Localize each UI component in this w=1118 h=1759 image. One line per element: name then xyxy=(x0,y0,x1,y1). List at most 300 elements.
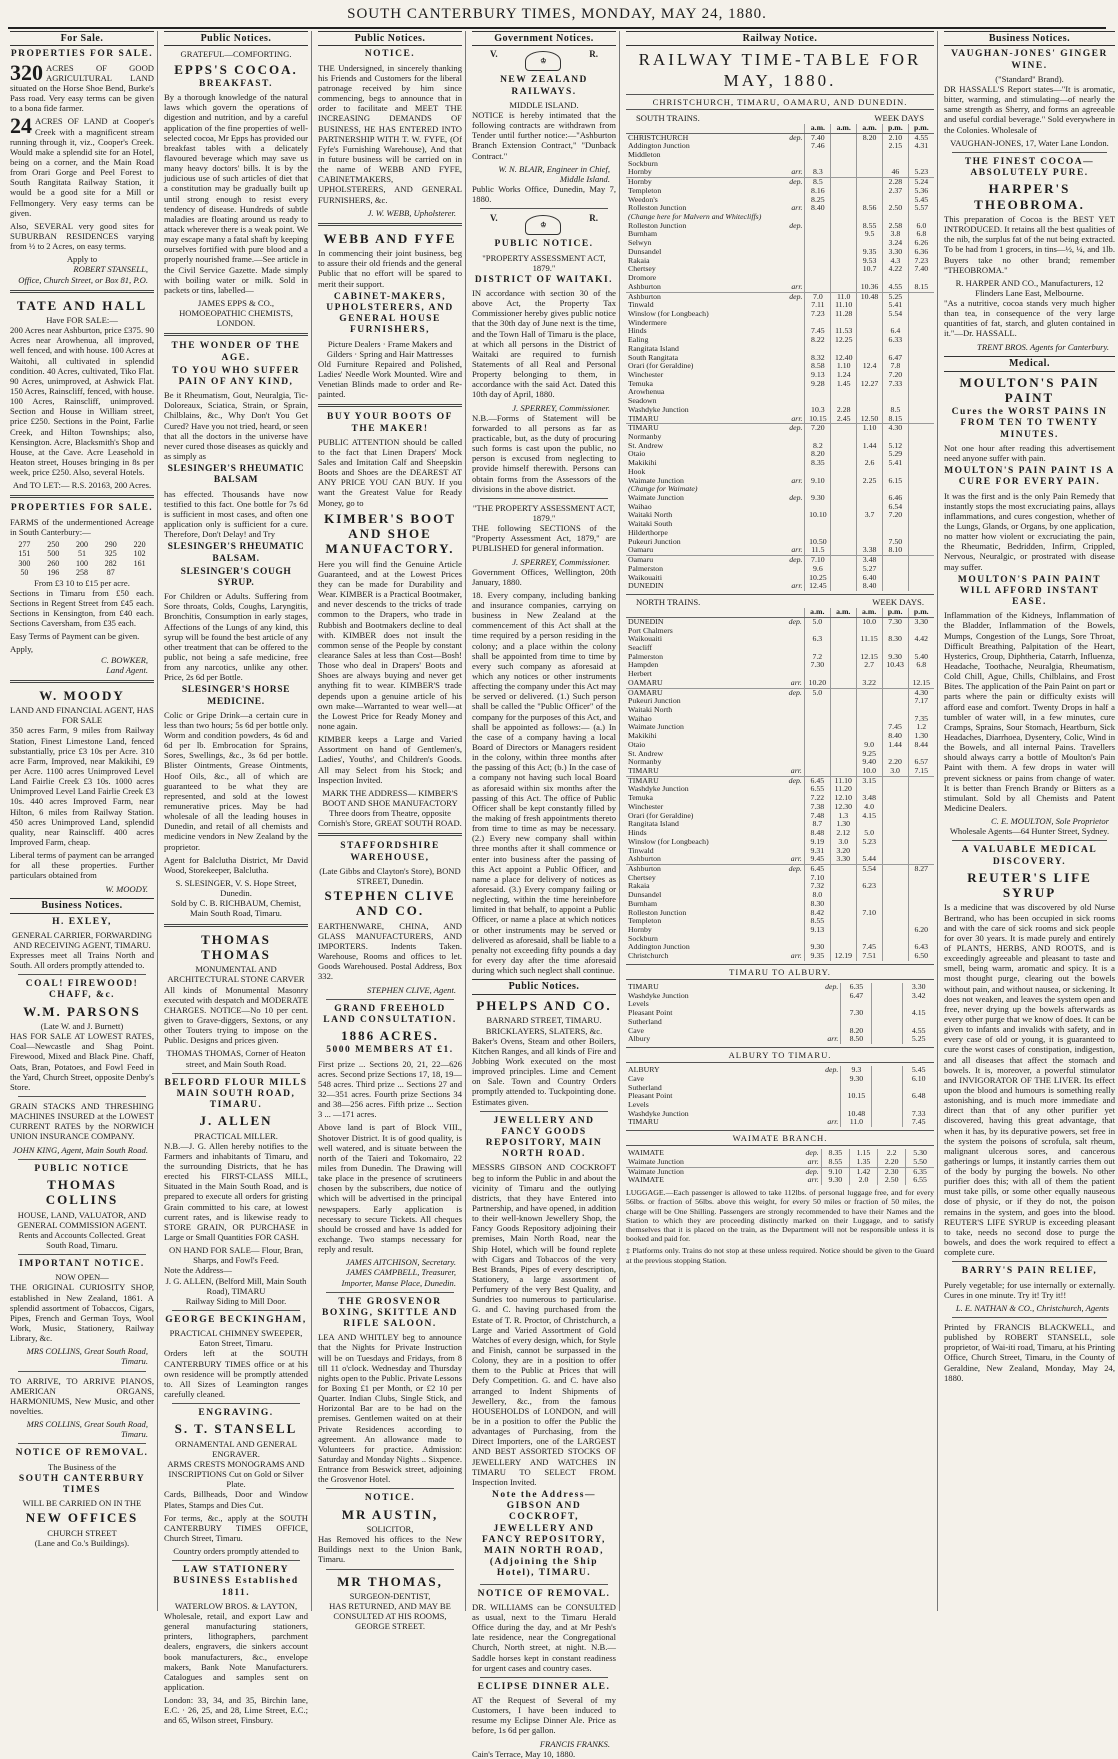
departure-time: 6.43 xyxy=(908,943,934,952)
departure-time xyxy=(908,812,934,821)
arr-dep-label xyxy=(775,442,804,451)
departure-time xyxy=(831,450,857,459)
ad-title: W. MOODY xyxy=(39,687,125,703)
departure-time xyxy=(831,459,857,468)
departure-time xyxy=(830,723,856,732)
acreage-row xyxy=(10,549,154,558)
station-name: St. Andrew xyxy=(628,440,664,450)
station-name: Tinwald xyxy=(628,300,654,310)
departure-time: 2.25 xyxy=(857,477,883,486)
ad-text: MARK THE ADDRESS— KIMBER'S BOOT AND SHOE MANUFACTORY Three doors from Theatre, opposite Cornish's Store, GREAT SOUTH ROAD. xyxy=(318,787,462,829)
departure-time xyxy=(908,511,934,520)
departure-time: 7.30 xyxy=(804,661,830,670)
departure-time: 8.7 xyxy=(804,820,830,829)
ad-title: VAUGHAN-JONES' GINGER WINE. xyxy=(951,49,1108,71)
arr-dep-label: dep. xyxy=(825,981,839,991)
departure-time xyxy=(908,900,934,909)
departure-time xyxy=(831,160,857,169)
station-name: OAMARU xyxy=(628,677,663,687)
section-label: SOUTH TRAINS. xyxy=(636,112,700,123)
timetable-header-cell: a.m. xyxy=(830,608,856,617)
departure-time xyxy=(856,926,882,935)
departure-time xyxy=(831,494,857,503)
station-name: Christchurch xyxy=(628,951,669,961)
departure-time: 8.20 xyxy=(857,133,883,142)
ad-title: NOTICE. xyxy=(364,1493,416,1504)
ad-subtitle: MOULTON'S PAIN PAINT IS A CURE FOR EVERY PAIN. xyxy=(944,466,1115,488)
cypher-r: R. xyxy=(589,213,598,224)
departure-time: 1.35 xyxy=(849,1158,877,1167)
departure-time xyxy=(882,900,908,909)
arr-dep-label xyxy=(775,230,804,239)
departure-time: 3.0 xyxy=(882,767,908,776)
ad-signature: ROBERT STANSELL, xyxy=(73,264,148,275)
departure-time xyxy=(831,442,857,451)
timetable-subtitle: CHRISTCHURCH, TIMARU, OAMARU, AND DUNEDIN. xyxy=(626,94,934,110)
departure-time xyxy=(805,257,831,266)
arr-dep-label xyxy=(775,151,804,160)
departure-time: 2.37 xyxy=(882,187,908,196)
departure-time: 2.6 xyxy=(857,459,883,468)
station-name: Winchester xyxy=(628,801,664,811)
departure-time: 1.30 xyxy=(908,732,934,741)
arr-dep-label xyxy=(775,803,805,812)
station-name: Templeton xyxy=(628,916,662,926)
departure-time xyxy=(882,670,908,679)
station-name: TIMARU xyxy=(626,776,775,785)
arr-dep-label xyxy=(775,371,804,380)
timetable-row xyxy=(626,520,934,529)
station-name: Levels xyxy=(628,999,649,1009)
departure-time: 5.0 xyxy=(804,688,830,697)
departure-time: 3.48 xyxy=(857,556,883,565)
departure-time xyxy=(872,1118,903,1127)
ad-title: THE WONDER OF THE AGE. xyxy=(171,341,301,363)
departure-time xyxy=(882,574,908,583)
departure-time: 8.5 xyxy=(805,178,831,187)
departure-time: 4.3 xyxy=(882,257,908,266)
timetable-row xyxy=(626,891,934,900)
departure-time: 2.45 xyxy=(831,415,857,424)
ad-paragraph: Above land is part of Block VIII., Shotover District. It is of good quality, is well watered, and is situate between the north of the Taieri and Tokomairo, 22 miles from Dunedin. The Drawing will take place in the presence of scrutineers chosen by the subscribers, due notice of which will be advertised in the principal newspapers. Early application is necessary to secure Tickets. All cheques should be crossed and have 1s added for exchange. Two stamps necessary for reply and result. xyxy=(318,1122,462,1255)
arr-dep-label xyxy=(805,1009,841,1018)
arr-dep-label xyxy=(775,750,805,759)
departure-time xyxy=(830,926,856,935)
departure-time xyxy=(908,319,934,328)
divider xyxy=(18,974,146,975)
acreage-cell: 282 xyxy=(104,558,117,568)
arr-dep-label xyxy=(775,511,804,520)
departure-time xyxy=(908,345,934,354)
departure-time xyxy=(831,222,857,231)
departure-time xyxy=(908,433,934,442)
arr-dep-label: arr. xyxy=(791,545,803,555)
arr-dep-label xyxy=(775,874,805,883)
departure-time xyxy=(805,239,831,248)
departure-time: 5.50 xyxy=(906,1158,934,1167)
acreage-table xyxy=(10,540,154,578)
section-heading: Public Notices. xyxy=(472,979,616,995)
ad-title: NOTICE OF REMOVAL. xyxy=(477,1588,611,1599)
station-name: Otaio xyxy=(628,739,646,749)
station-name: TIMARU xyxy=(628,413,659,423)
ad-paragraph: Easy Terms of Payment can be given. xyxy=(10,631,140,642)
departure-time: 7.38 xyxy=(804,803,830,812)
ad-paragraph: KIMBER keeps a Large and Varied Assortment on hand of Gentlemen's, Ladies', Youths', and Children's Goods. All may Select from his Stock; and Inspection Invited. xyxy=(318,734,462,785)
section-heading: Medical. xyxy=(944,356,1115,372)
departure-time: 1.3 xyxy=(830,812,856,821)
departure-time: 5.41 xyxy=(882,459,908,468)
departure-time: 12.40 xyxy=(831,354,857,363)
departure-time xyxy=(830,635,856,644)
departure-time: 9.31 xyxy=(804,847,830,856)
station-name: Seacliff xyxy=(628,642,653,652)
ad-signature: L. E. NATHAN & CO., Christchurch, Agents xyxy=(955,1302,1109,1313)
ad-title: THOMAS THOMAS xyxy=(201,931,271,962)
departure-time xyxy=(831,239,857,248)
arr-dep-label xyxy=(775,503,804,512)
departure-time: 2.28 xyxy=(882,178,908,187)
departure-time xyxy=(908,380,934,389)
ad-paragraph: Be it Rheumatism, Gout, Neuralgia, Tic-Doloreaux, Sciatica, Strain, or Sprain, Chilblains, &c., Why Don't You Get Cured? Have you not tried, heard, or seen that all the doctors in the universe have never cured those diseases as quickly and as simply as xyxy=(164,390,308,462)
ad-subtitle: LAND AND FINANCIAL AGENT, HAS FOR SALE xyxy=(10,705,154,726)
ad-paragraph: It was the first and is the only Pain Remedy that instantly stops the most excruciating pains, allays inflammations, and cures congestion, whether of the Lungs, Glands, or Organs, by one application, no matter how violent or excruciating the pain, the Rheumatic, Bedridden, Infirm, Crippled, Nervous, Neuralgic, or prostrated with disease may suffer. xyxy=(944,490,1115,572)
ad-subtitle: NOW OPEN— xyxy=(55,1272,109,1283)
ad-text: GRATEFUL—COMFORTING. xyxy=(180,49,292,60)
acreage-cell: 258 xyxy=(75,568,88,578)
divider xyxy=(10,680,154,683)
timetable-row xyxy=(626,838,934,847)
station-name: ALBURY xyxy=(628,1065,660,1075)
ad-text: HAS RETURNED, AND MAY BE CONSULTED AT HIS ROOMS, GEORGE STREET. xyxy=(329,1601,451,1632)
departure-time xyxy=(908,794,934,803)
station-name: Makikihi xyxy=(628,731,657,741)
departure-time xyxy=(830,644,856,653)
ad-title: NOTICE. xyxy=(364,49,416,60)
ad-paragraph: DR. WILLIAMS can be CONSULTED as usual, next to the Timaru Herald Office during the day, and at Mr Pesh's late residence, near the Congregational Church, North street, at night. N.B.—Saddle horses kept in constant readiness for urgent cases and country cases. xyxy=(472,1601,616,1673)
departure-time: 8.27 xyxy=(908,864,934,873)
acreage-cell: 151 xyxy=(18,549,31,559)
departure-time: 7.40 xyxy=(908,265,934,274)
ad-paragraph: NOTICE is hereby intimated that the following contracts are withdrawn from Tender until further notice:—"Ashburton Branch Extension Contract," "Dunback Contract." xyxy=(472,110,616,161)
departure-time xyxy=(882,679,908,688)
departure-time: 6.45 xyxy=(804,776,830,785)
divider xyxy=(480,208,608,209)
divider xyxy=(952,1317,1107,1318)
arr-dep-label xyxy=(775,653,805,662)
station-name: Chertsey xyxy=(628,264,656,274)
departure-time: 6.35 xyxy=(841,983,872,992)
station-name: Windermere xyxy=(628,317,667,327)
ad-subtitle: WATERLOW BROS. & LAYTON, xyxy=(174,1600,298,1611)
departure-time: 5.44 xyxy=(856,855,882,864)
departure-time xyxy=(882,829,908,838)
station-name: Cave xyxy=(628,1025,645,1035)
departure-time xyxy=(831,388,857,397)
departure-time xyxy=(882,864,908,873)
ad-paragraph: 18. Every company, including banking and insurance companies, carrying on business in New Zealand at the commencement of this Act shall at the time required by a person residing in the colony; and a place within the colony shall be appointed from time to time by every such company as aforesaid at which any notices or other instruments affecting the company under this Act may be served or delivered. (1.) Such person shall be called the "Public Officer" of the company for the purposes of this Act, and shall be appointed as follows:— (a.) In the case of a company having a local Board of Directors or Managers resident in the colony, within three months after the passing of this Act; (b.) In the case of a company not having such local Board as aforesaid within six months after the passing of this Act. The office of Public Officer shall be kept constantly filled by the making of fresh appointments thereto from time to time as may be necessary. (2.) Every new company shall within three months after it shall commence or enter into business after the passing of this Act appoint a Public Officer, and name a place for delivery of notices as aforesaid. (3.) Every company failing or neglecting, within the time hereinbefore limited in that behalf, to appoint a Public Officer, or name a place at which notices or other instruments may be served or delivered as aforesaid, shall be liable to a penalty not exceeding fifty pounds a day for every day after the time aforesaid during which such neglect shall continue. xyxy=(472,589,616,976)
departure-time: 3.22 xyxy=(856,679,882,688)
departure-time: 4.55 xyxy=(908,133,934,142)
ad-title: PROPERTIES FOR SALE. xyxy=(10,49,154,60)
arr-dep-label xyxy=(775,520,804,529)
station-name: South Rangitata xyxy=(628,352,679,362)
departure-time: 11.0 xyxy=(841,1118,872,1127)
imprint: Printed by FRANCIS BLACKWELL, and published by ROBERT STANSELL, sole proprietor, of Wai-iti road, Timaru, at his Printing Office, Church Street, Timaru, in the County of Geraldine, New Zealand, Monday, May 24, 1880. xyxy=(944,1321,1115,1383)
station-name: Makikihi xyxy=(628,458,657,468)
departure-time: 4.15 xyxy=(903,1009,934,1018)
station-name: Waikouaiti xyxy=(628,572,663,582)
departure-time xyxy=(805,213,831,222)
departure-time: 5.0 xyxy=(856,829,882,838)
ad-paragraph: For Children or Adults. Suffering from Sore throats, Colds, Coughs, Laryngitis, Bronchitis, Consumption in early stages, Affections of the Lungs of any kind, this syrup will be found the best article of any other treatment that can be offered to the public, not being a safe medicine, free from any narcotics, unlike any other. Price, 2s 6d per Bottle. xyxy=(164,591,308,683)
arr-dep-label xyxy=(775,935,805,944)
arr-dep-label xyxy=(775,829,805,838)
arr-dep-label: arr. xyxy=(790,854,802,864)
ad-signature: Office, Church Street, or Box 81, P.O. xyxy=(18,274,148,285)
timetable-row xyxy=(626,635,934,644)
ad-title: SLESINGER'S RHEUMATIC BALSAM xyxy=(167,464,305,486)
divider xyxy=(10,290,154,293)
departure-time: 8.50 xyxy=(841,1035,872,1044)
departure-time: 6.55 xyxy=(906,1176,934,1185)
departure-time xyxy=(831,511,857,520)
departure-time xyxy=(830,864,856,873)
timetable-row xyxy=(626,283,934,292)
departure-time: 8.2 xyxy=(805,442,831,451)
departure-time: 7.20 xyxy=(882,371,908,380)
departure-time: 10.43 xyxy=(882,661,908,670)
ad-subtitle: (Late W. and J. Burnett) xyxy=(40,1021,124,1032)
ad-paragraph: Inflammation of the Kidneys, Inflammation of the Bladder, Inflammation of the Bowels, Mumps, Congestion of the Lungs, Sore Throat, Difficult Breathing, Palpitation of the Heart, Hysterics, Croup, Diphtheria, Catarrh, Influenza, Headache, Toothache, Neuralgia, Rheumatism, Cold Chill, Ague, Chills, Chilblains, and Frost Bites. The application of the Pain Paint on part or parts where the pain or difficulty exists will afford ease and comfort. Twenty Drops in half a tumbler of water will, in a few minutes, cure Cramps, Sprains, Sour Stomach, Heartburn, Sick Headaches, Diarrhoea, Dysentery, Colic, Wind in the Bowels, and all internal Pains. Travellers should always carry a bottle of Moulton's Pain Paint with them. A few drops in water will prevent sickness or pains from change of water. It is better than French Brandy or Bitters as a stimulant. Sold by all Chemists and Patent Medicine Dealers. xyxy=(944,610,1115,813)
ad-paragraph: In commencing their joint business, beg to assure their old friends and the general Public that no effort will be spared to merit their support. xyxy=(318,248,462,289)
arr-dep-label xyxy=(805,1101,841,1110)
departure-time xyxy=(908,556,934,565)
ad-subtitle: TO YOU WHO SUFFER PAIN OF ANY KIND, xyxy=(172,365,300,387)
departure-time: 10.15 xyxy=(841,1092,872,1101)
departure-time: 4.55 xyxy=(903,1027,934,1036)
departure-time xyxy=(804,723,830,732)
departure-time: 3.30 xyxy=(882,248,908,257)
ad-text: Note the Address— xyxy=(164,1265,232,1276)
departure-time xyxy=(830,900,856,909)
departure-time: 9.25 xyxy=(856,750,882,759)
ad-paragraph: 200 Acres near Ashburton, price £375. 90 Acres near Arowhenua, all improved, well fenced, and with house. 100 Acres at Waitohi, all cultivated in splendid condition. 40 Acres, cultivated, Tiko Flat. 90 Acres, unimproved, at Ashwick Flat. 150 Acres, Rainscliff, fenced, with house. 100 Acres, Rainscliff, unimproved. Section and House in William street, price £250. Sections in the Point, Farlie Creek, and Hilton Townships; also, Kensington. Acre, Blacksmith's Shop and House, at the Cave. Acre Leasehold in Heaton street, Houses bringing in 8s per week, price £250. Also, several Hotels. xyxy=(10,325,154,478)
ad-signature: FRANCIS FRANKS. xyxy=(539,1738,610,1749)
departure-time: 2.20 xyxy=(882,758,908,767)
departure-time xyxy=(831,142,857,151)
station-name: St. Andrew xyxy=(628,748,664,758)
arr-dep-label xyxy=(775,388,804,397)
timetable-row xyxy=(626,257,934,266)
arr-dep-label xyxy=(775,732,805,741)
departure-time: 8.22 xyxy=(805,336,831,345)
ad-signature: W. MOODY. xyxy=(105,883,148,894)
south-trains-table xyxy=(626,124,934,591)
arr-dep-label xyxy=(775,565,804,574)
timetable-row xyxy=(626,1009,934,1018)
ad-title: BUY YOUR BOOTS OF THE MAKER! xyxy=(327,412,453,434)
timetable-row xyxy=(626,1110,934,1119)
departure-time xyxy=(908,776,934,785)
timetable-row xyxy=(626,292,934,301)
departure-time xyxy=(804,750,830,759)
arr-dep-label xyxy=(805,1018,841,1027)
departure-time xyxy=(831,178,857,187)
acreage-cell: 161 xyxy=(133,558,146,568)
ad-paragraph: London: 33, 34, and 35, Birchin lane, E.C. · 26, 25, and 28, Lime Street, E.C.; and 65, Wilson street, Finsbury. xyxy=(164,1695,308,1726)
ad-title: HARPER'S THEOBROMA. xyxy=(974,181,1085,212)
departure-time xyxy=(831,204,857,213)
departure-time: 5.30 xyxy=(906,1149,934,1158)
departure-time: 8.42 xyxy=(804,909,830,918)
departure-time xyxy=(804,697,830,706)
ad-title: PHELPS AND CO. xyxy=(476,998,612,1014)
departure-time xyxy=(805,222,831,231)
divider xyxy=(326,999,454,1000)
ad-signature: STEPHEN CLIVE, Agent. xyxy=(366,984,456,995)
timetable-row xyxy=(626,1066,934,1075)
timetable-row xyxy=(626,882,934,891)
arr-dep-label xyxy=(775,433,804,442)
station-name: Levels xyxy=(628,1100,649,1110)
ad-title: JEWELLERY AND FANCY GOODS REPOSITORY, MAIN NORTH ROAD. xyxy=(485,1115,603,1160)
departure-time xyxy=(908,362,934,371)
departure-time xyxy=(882,847,908,856)
ad-title: SOUTH CANTERBURY TIMES xyxy=(18,1473,146,1495)
departure-time xyxy=(908,301,934,310)
departure-time xyxy=(805,230,831,239)
divider xyxy=(480,498,608,499)
departure-time xyxy=(908,494,934,503)
ad-title: MR AUSTIN, xyxy=(341,1506,439,1522)
departure-time xyxy=(857,187,883,196)
arr-dep-label: arr. xyxy=(791,475,803,485)
station-name: Hilderthorpe xyxy=(628,527,668,537)
departure-time: 10.36 xyxy=(857,283,883,292)
timetable-title: RAILWAY TIME-TABLE FOR MAY, 1880. xyxy=(638,50,922,90)
timetable-header-cell: a.m. xyxy=(804,608,830,617)
station-name: Hornby xyxy=(626,178,775,187)
station-name: Rakaia xyxy=(628,255,650,265)
station-name: Rolleston Junction xyxy=(628,203,687,213)
timetable-subtitle: ALBURY TO TIMARU. xyxy=(626,1047,934,1063)
departure-time xyxy=(857,336,883,345)
station-name: CHRISTCHURCH xyxy=(628,132,689,142)
departure-time: 7.23 xyxy=(805,310,831,319)
timetable-row xyxy=(626,239,934,248)
departure-time xyxy=(830,891,856,900)
timetable-header-cell xyxy=(626,608,775,617)
departure-time xyxy=(831,433,857,442)
divider xyxy=(480,1584,608,1585)
arr-dep-label xyxy=(775,301,804,310)
ad-title: 5000 MEMBERS AT £1. xyxy=(326,1045,454,1056)
station-name: Ashburton xyxy=(626,864,775,873)
departure-time xyxy=(908,882,934,891)
ad-text: CHURCH STREET xyxy=(47,1527,117,1538)
departure-time: 7.45 xyxy=(882,723,908,732)
departure-time xyxy=(856,891,882,900)
departure-time: 12.19 xyxy=(830,952,856,961)
departure-time: 6.23 xyxy=(856,882,882,891)
departure-time xyxy=(857,397,883,406)
station-name: Palmerston xyxy=(628,563,664,573)
ad-paragraph: Here you will find the Genuine Article Guaranteed, and at the Lowest Prices they can be made for Durability and Wear. KIMBER is a Practical Bootmaker, and never descends to the tricks of trade common to the Drapers, who trade in Rubbish and Bootmakers decline to deal with. KIMBER does not insult the common sense of the People by constant clearance Sales at less than Cost—Bosh! Those who deal in Drapers' Boots and Shoes are always buying and never get anything fit to wear. KIMBER'S trade depends upon a genuine article of his own make—Warranted to wear well—at the Lowest Price for Ready Money and none again. xyxy=(318,558,462,731)
departure-time: 4.31 xyxy=(908,142,934,151)
timetable-row xyxy=(626,706,934,715)
departure-time xyxy=(831,468,857,477)
station-name: Washdyke Junction xyxy=(628,990,689,1000)
departure-time xyxy=(882,565,908,574)
departure-time: 12.4 xyxy=(857,362,883,371)
ad-subtitle: Cures the WORST PAINS IN FROM TEN TO TWENTY MINUTES. xyxy=(951,407,1108,440)
ad-title: PUBLIC NOTICE. xyxy=(494,239,594,250)
divider xyxy=(952,152,1107,153)
cypher-v: V. xyxy=(490,213,498,224)
ad-text: Railway Siding to Mill Door. xyxy=(185,1295,287,1306)
timetable-row xyxy=(626,926,934,935)
departure-time xyxy=(805,283,831,292)
departure-time xyxy=(908,838,934,847)
station-name: Pukeuri Junction xyxy=(628,536,681,546)
departure-time xyxy=(908,485,934,494)
departure-time xyxy=(908,424,934,433)
departure-time: 7.20 xyxy=(882,511,908,520)
timetable-row xyxy=(626,847,934,856)
departure-time xyxy=(882,697,908,706)
departure-time xyxy=(908,406,934,415)
departure-time xyxy=(830,935,856,944)
departure-time: 9.10 xyxy=(821,1167,849,1176)
departure-time: 2.28 xyxy=(831,406,857,415)
departure-time: 9.35 xyxy=(804,952,830,961)
station-name: Rangitata Island xyxy=(628,819,679,829)
divider xyxy=(952,1261,1107,1262)
station-name: Rakaia xyxy=(628,881,650,891)
acreage-cell: 290 xyxy=(104,539,117,549)
departure-time xyxy=(857,345,883,354)
station-name: Ashburton xyxy=(626,292,775,301)
divider xyxy=(18,1254,146,1255)
ad-title: EPPS'S COCOA. xyxy=(174,61,298,77)
departure-time: 3.48 xyxy=(856,794,882,803)
timetable-row xyxy=(626,1035,934,1044)
arr-dep-label: arr. xyxy=(791,581,803,591)
ad-text: And TO LET:— R.S. 20163, 200 Acres. xyxy=(12,480,152,491)
timetable-row xyxy=(626,187,934,196)
column-public-notices-2 xyxy=(316,31,466,1632)
departure-time: 9.30 xyxy=(804,943,830,952)
acreage-cell: 220 xyxy=(133,539,146,549)
departure-time xyxy=(882,909,908,918)
timetable-row xyxy=(626,546,934,555)
departure-time xyxy=(857,168,883,177)
station-name: Dromore xyxy=(628,273,657,283)
ad-signature: MRS COLLINS, Great South Road, Timaru. xyxy=(26,1419,148,1440)
departure-time: 2.15 xyxy=(882,142,908,151)
ad-subtitle: SOLICITOR, xyxy=(366,1523,414,1534)
departure-time xyxy=(882,706,908,715)
departure-time: 3.42 xyxy=(903,992,934,1001)
arr-dep-label xyxy=(775,327,804,336)
station-name: Sockburn xyxy=(628,933,658,943)
arr-dep-label: arr. xyxy=(807,1157,819,1167)
departure-time: 8.44 xyxy=(908,741,934,750)
departure-time xyxy=(882,943,908,952)
departure-time: 6.20 xyxy=(908,926,934,935)
station-name: Cave xyxy=(628,1073,645,1083)
